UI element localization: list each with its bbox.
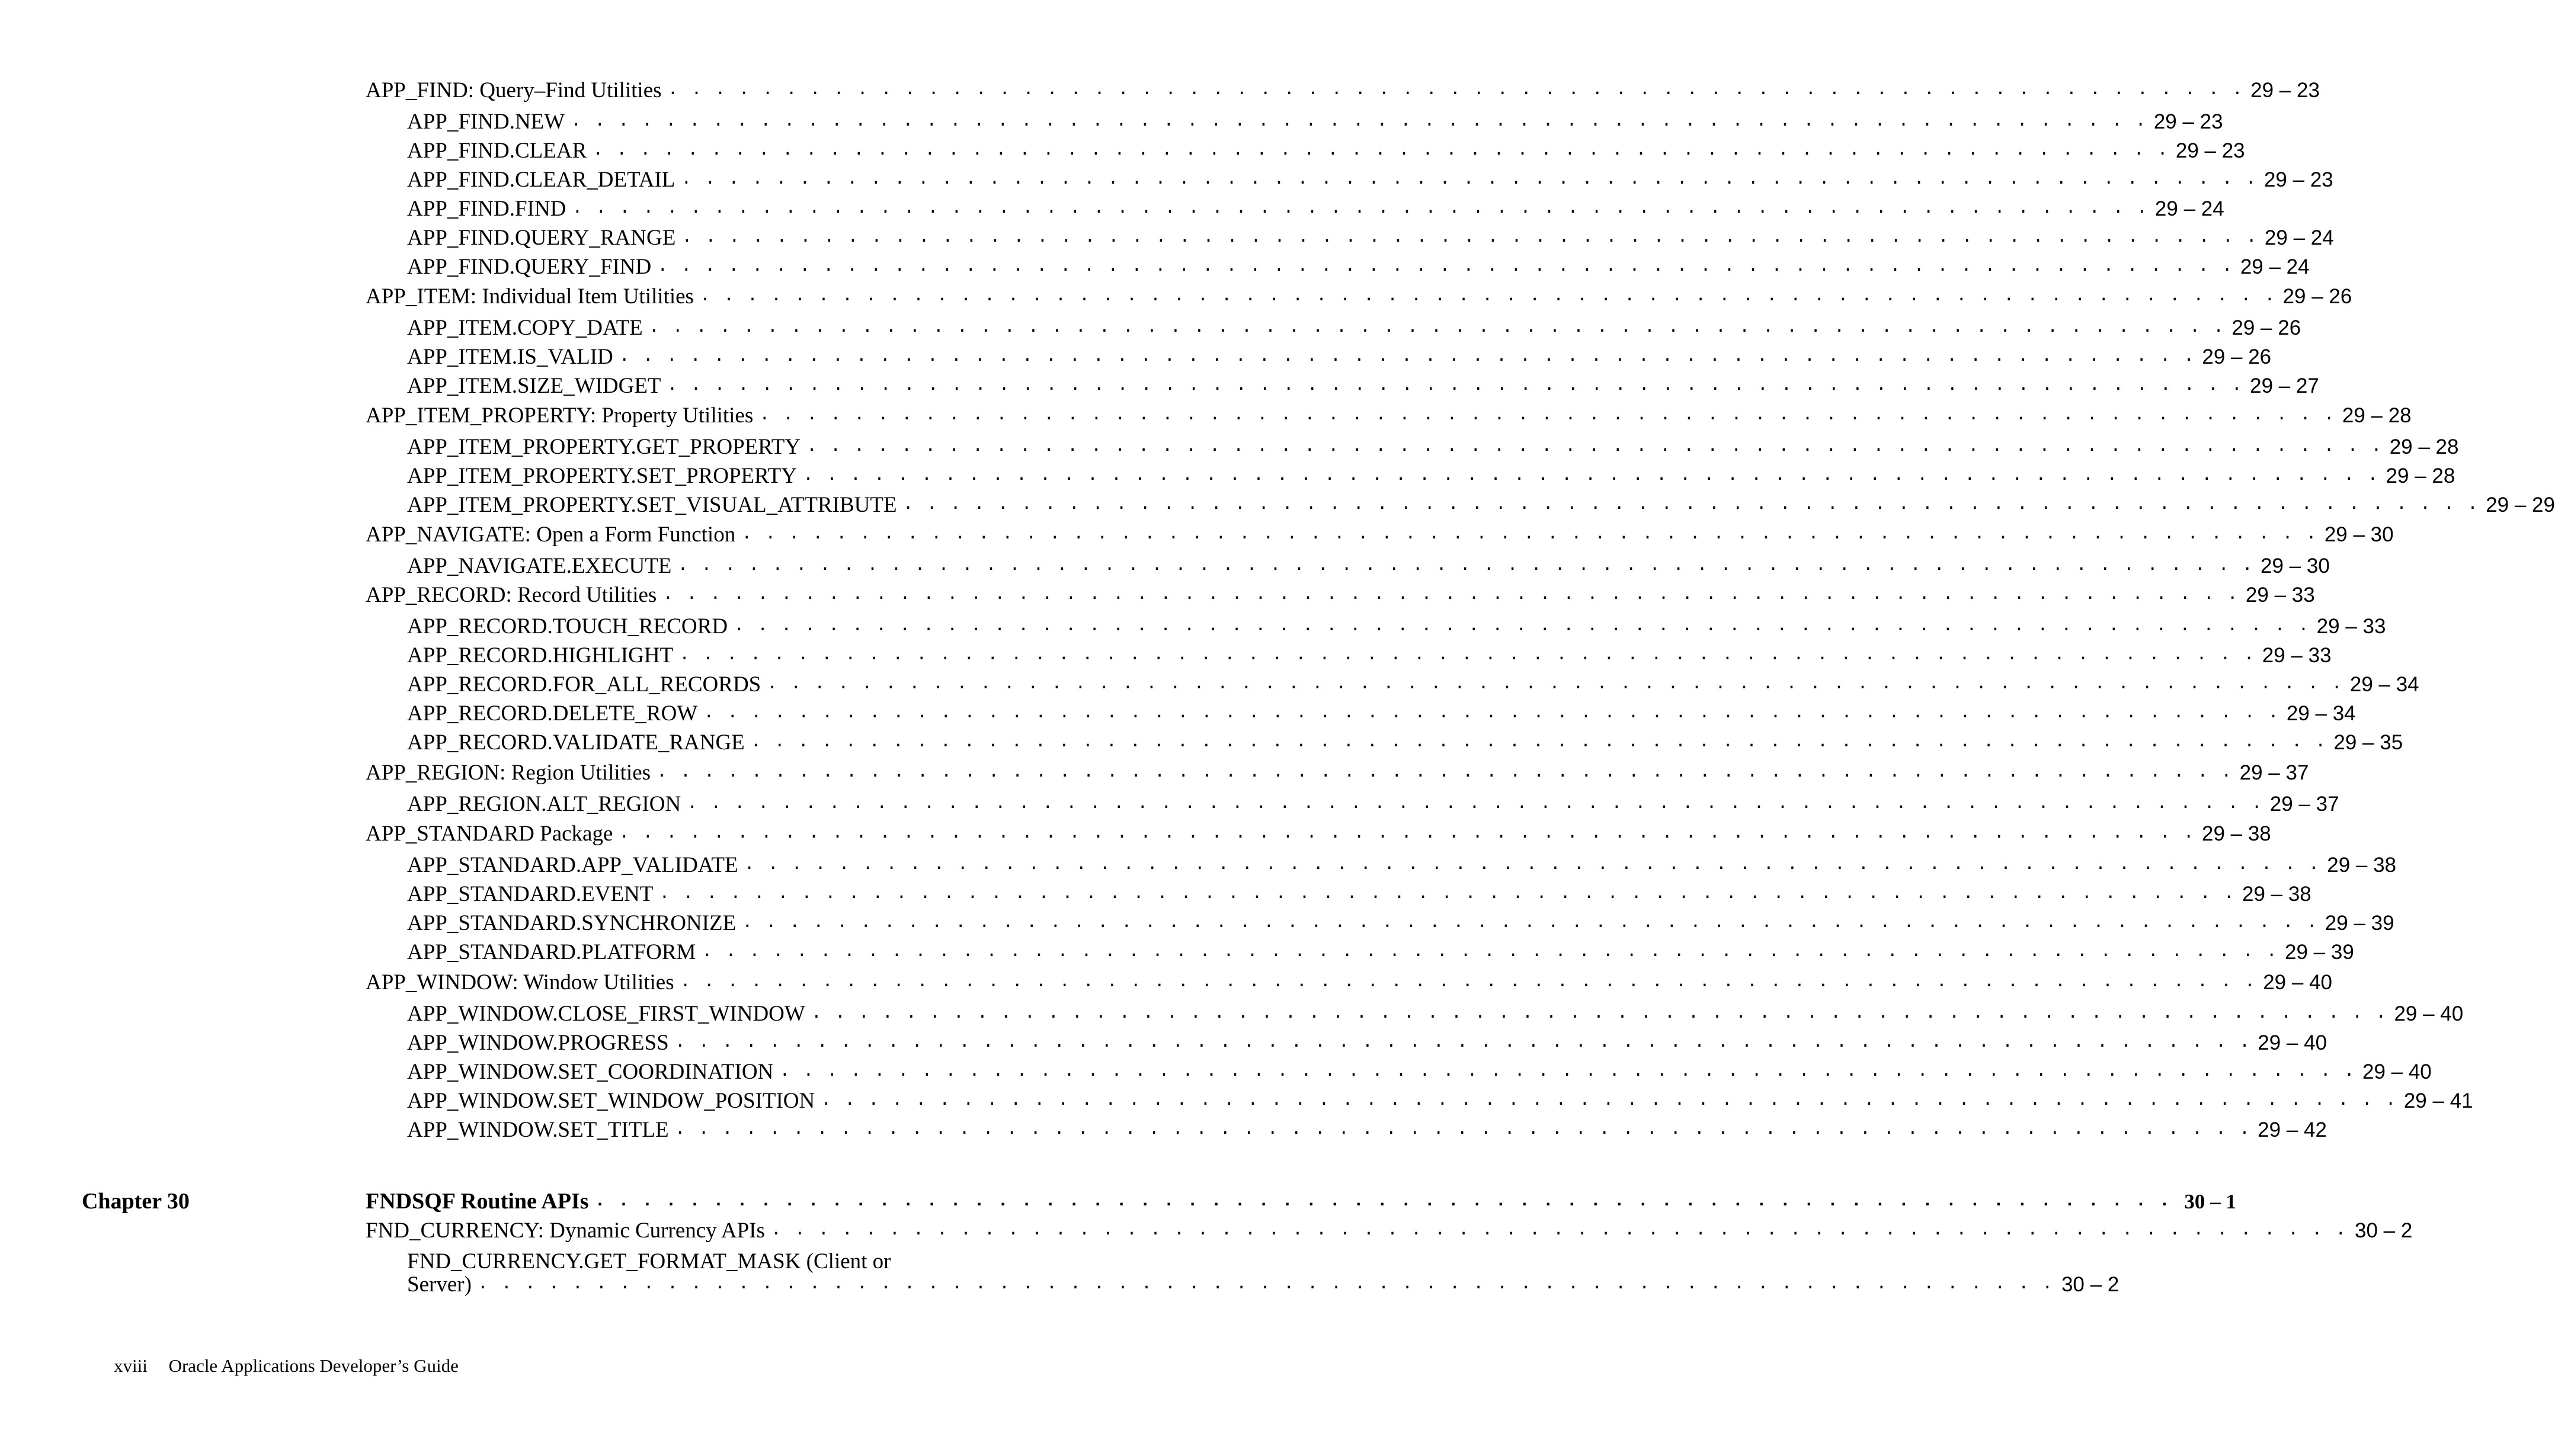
toc-entry-label: APP_ITEM.SIZE_WIDGET <box>407 374 661 398</box>
toc-entry-label: APP_RECORD.FOR_ALL_RECORDS <box>407 672 761 697</box>
toc-entry-page: 29 – 34 <box>2286 702 2356 725</box>
toc-entry-label: APP_NAVIGATE: Open a Form Function <box>366 522 736 547</box>
dot-leader: . . . . . . . . . . . . . . . . . . . . . . . . . . . . . . . . . . . . . . . . . . . . . . . . . . . . . . . . . . . . . . . . . . . <box>759 405 2336 425</box>
dot-leader: . . . . . . . . . . . . . . . . . . . . . . . . . . . . . . . . . . . . . . . . . . . . . . . . . . . . . . . . . . . . . . . . . . . <box>680 972 2256 992</box>
toc-entry <box>407 223 2334 252</box>
toc-entry-page: 29 – 40 <box>2263 971 2332 994</box>
dot-leader: . . . . . . . . . . . . . . . . . . . . . . . . . . . . . . . . . . . . . . . . . . . . . . . . . . . . . . . . . . . . . . . . . . . <box>677 556 2254 576</box>
toc-entry <box>366 76 2320 105</box>
toc-entry-page: 29 – 28 <box>2386 464 2455 488</box>
toc-entry-label: APP_ITEM: Individual Item Utilities <box>366 284 694 309</box>
toc-entry <box>407 612 2386 641</box>
dot-leader: . . . . . . . . . . . . . . . . . . . . . . . . . . . . . . . . . . . . . . . . . . . . . . . . . . . . . . . . . . . . . . . . . . . <box>659 884 2236 904</box>
toc-entry-page: 29 – 23 <box>2153 110 2223 133</box>
dot-leader: . . . . . . . . . . . . . . . . . . . . . . . . . . . . . . . . . . . . . . . . . . . . . . . . . . . . . . . . . . . . . . . . . . . <box>674 1032 2252 1053</box>
dot-leader: . . . . . . . . . . . . . . . . . . . . . . . . . . . . . . . . . . . . . . . . . . . . . . . . . . . . . . . . . . . . . . . . . . . <box>619 347 2196 367</box>
toc-entry-label: APP_FIND: Query–Find Utilities <box>366 78 662 102</box>
toc-entry-label: APP_REGION.ALT_REGION <box>407 792 681 816</box>
toc-entry-label: APP_FIND.FIND <box>407 197 566 221</box>
toc-entry-page: 29 – 39 <box>2285 941 2354 964</box>
toc-entry-label: FND_CURRENCY: Dynamic Currency APIs <box>366 1218 765 1243</box>
dot-leader: . . . . . . . . . . . . . . . . . . . . . . . . . . . . . . . . . . . . . . . . . . . . . . . . . . . . . . . . . . . . . . . . . . . <box>703 703 2280 723</box>
toc-entry <box>407 728 2403 757</box>
dot-leader: . . . . . . . . . . . . . . . . . . . . . . . . . . . . . . . . . . . . . . . . . . . . . . . . . . . . . . . . . . . . . . . . . . . <box>667 376 2243 396</box>
toc-entry <box>407 851 2397 880</box>
dot-leader: . . . . . . . . . . . . . . . . . . . . . . . . . . . . . . . . . . . . . . . . . . . . . . . . . . . . . . . . . . . . . . . . . . . <box>811 1003 2388 1024</box>
dot-leader: . . . . . . . . . . . . . . . . . . . . . . . . . . . . . . . . . . . . . . . . . . . . . . . . . . . . . . . . . . . . . . . . . . . <box>767 674 2343 694</box>
toc-entry-label: APP_FIND.QUERY_RANGE <box>407 226 676 250</box>
dot-leader: . . . . . . . . . . . . . . . . . . . . . . . . . . . . . . . . . . . . . . . . . . . . . . . . . . . . . . . . . . . . . . . . . . . <box>902 495 2479 515</box>
dot-leader: . . . . . . . . . . . . . . . . . . . . . . . . . . . . . . . . . . . . . . . . . . . . . . . . . . . . . . . . . . . . . . . . . . . <box>699 286 2277 306</box>
dot-leader: . . . . . . . . . . . . . . . . . . . . . . . . . . . . . . . . . . . . . . . . . . . . . . . . . . . . . . . . . . . . . . . . . . . <box>802 466 2380 486</box>
toc-entry-label: APP_WINDOW.SET_TITLE <box>407 1118 669 1142</box>
toc-entry <box>407 1057 2432 1086</box>
toc-entry-page: 29 – 28 <box>2342 404 2412 427</box>
toc-entry-label: APP_NAVIGATE.EXECUTE <box>407 554 672 578</box>
toc-entry <box>407 999 2464 1028</box>
toc-entry-label: APP_RECORD.VALIDATE_RANGE <box>407 730 745 755</box>
toc-entry <box>407 342 2272 371</box>
toc-entry-page: 29 – 30 <box>2261 554 2330 578</box>
chapter-heading <box>366 1187 2236 1216</box>
dot-leader: . . . . . . . . . . . . . . . . . . . . . . . . . . . . . . . . . . . . . . . . . . . . . . . . . . . . . . . . . . . . . . . . . . . <box>806 437 2383 457</box>
toc-entry-page: 29 – 33 <box>2245 583 2315 607</box>
dot-leader: . . . . . . . . . . . . . . . . . . . . . . . . . . . . . . . . . . . . . . . . . . . . . . . . . . . . . . . . . . . . . . . . . . . <box>744 855 2321 875</box>
toc-entry <box>407 670 2419 699</box>
dot-leader: . . . . . . . . . . . . . . . . . . . . . . . . . . . . . . . . . . . . . . . . . . . . . . . . . . . . . . . . . . . . . . . . . . . <box>657 762 2233 782</box>
toc-entry-label: APP_WINDOW.PROGRESS <box>407 1031 669 1055</box>
toc-entry-page: 29 – 41 <box>2403 1089 2473 1112</box>
toc-entry <box>407 461 2455 490</box>
dot-leader: . . . . . . . . . . . . . . . . . . . . . . . . . . . . . . . . . . . . . . . . . . . . . . . . . . . . . . . . . . . . . . . . . . . <box>734 616 2310 636</box>
dot-leader: . . . . . . . . . . . . . . . . . . . . . . . . . . . . . . . . . . . . . . . . . . . . . . . . . . . . . . . . . . . . . . . . . . . <box>477 1274 2054 1294</box>
toc-entry-page: 29 – 39 <box>2325 912 2394 935</box>
toc-entry <box>407 909 2394 938</box>
toc-entry <box>407 165 2333 194</box>
toc-entry <box>366 282 2352 311</box>
dot-leader: . . . . . . . . . . . . . . . . . . . . . . . . . . . . . . . . . . . . . . . . . . . . . . . . . . . . . . . . . . . . . . . . . . . <box>619 823 2195 844</box>
dot-leader: . . . . . . . . . . . . . . . . . . . . . . . . . . . . . . . . . . . . . . . . . . . . . . . . . . . . . . . . . . . . . . . . . . . <box>679 645 2256 665</box>
toc-entry <box>366 1216 2413 1245</box>
toc-entry-label: APP_WINDOW.CLOSE_FIRST_WINDOW <box>407 1002 805 1026</box>
toc-entry <box>407 107 2223 136</box>
dot-leader: . . . . . . . . . . . . . . . . . . . . . . . . . . . . . . . . . . . . . . . . . . . . . . . . . . . . . . . . . . . . . . . . . . . <box>593 140 2169 161</box>
toc-entry <box>407 699 2356 728</box>
toc-entry-label: APP_ITEM_PROPERTY.GET_PROPERTY <box>407 435 801 459</box>
dot-leader: . . . . . . . . . . . . . . . . . . . . . . . . . . . . . . . . . . . . . . . . . . . . . . . . . . . . . . . . . . . . . . . . . . . <box>571 111 2147 132</box>
toc-entry <box>366 819 2271 848</box>
toc-entry-label: APP_RECORD: Record Utilities <box>366 583 657 607</box>
toc-entry-page: 29 – 24 <box>2154 197 2224 220</box>
toc-entry-label: FND_CURRENCY.GET_FORMAT_MASK (Client or <box>407 1249 891 1274</box>
dot-leader: . . . . . . . . . . . . . . . . . . . . . . . . . . . . . . . . . . . . . . . . . . . . . . . . . . . . . . . . . . . . . . . . . . . <box>648 318 2226 338</box>
dot-leader: . . . . . . . . . . . . . . . . . . . . . . . . . . . . . . . . . . . . . . . . . . . . . . . . . . . . . . . . . . . . . . . . . . . <box>687 794 2263 814</box>
toc-entry-page: 30 – 2 <box>2061 1273 2119 1296</box>
toc-entry-label: APP_RECORD.DELETE_ROW <box>407 701 698 726</box>
toc-entry-page: 29 – 40 <box>2258 1031 2327 1054</box>
toc-entry <box>366 581 2315 610</box>
toc-entry-label: APP_STANDARD.APP_VALIDATE <box>407 853 738 877</box>
toc-entry <box>407 432 2459 461</box>
toc-entry <box>366 401 2412 430</box>
toc-entry-label: APP_STANDARD.EVENT <box>407 882 654 906</box>
page-footer <box>114 1354 459 1378</box>
toc-entry <box>407 938 2354 967</box>
toc-entry-label: APP_RECORD.TOUCH_RECORD <box>407 614 728 639</box>
toc-entry-page: 29 – 37 <box>2269 793 2339 816</box>
dot-leader: . . . . . . . . . . . . . . . . . . . . . . . . . . . . . . . . . . . . . . . . . . . . . . . . . . . . . . . . . . . . . . . . . . . <box>657 256 2234 277</box>
toc-entry <box>407 194 2224 223</box>
toc-entry-page: 29 – 26 <box>2282 285 2352 308</box>
toc-entry-label: APP_RECORD.HIGHLIGHT <box>407 643 674 668</box>
toc-entry-label: APP_ITEM.IS_VALID <box>407 345 613 369</box>
toc-entry-page: 29 – 33 <box>2316 615 2386 638</box>
toc-entry-page: 29 – 42 <box>2258 1118 2327 1141</box>
toc-entry-page: 30 – 1 <box>2184 1190 2236 1213</box>
toc-entry-label: APP_ITEM_PROPERTY.SET_PROPERTY <box>407 464 797 488</box>
toc-entry <box>407 1270 2119 1299</box>
toc-entry-page: 29 – 29 <box>2486 493 2555 517</box>
dot-leader: . . . . . . . . . . . . . . . . . . . . . . . . . . . . . . . . . . . . . . . . . . . . . . . . . . . . . . . . . . . . . . . . . . . <box>702 942 2278 962</box>
dot-leader: . . . . . . . . . . . . . . . . . . . . . . . . . . . . . . . . . . . . . . . . . . . . . . . . . . . . . . . . . . . . . . . . . . . <box>572 198 2149 219</box>
toc-entry <box>407 1115 2327 1144</box>
toc-entry-page: 29 – 40 <box>2394 1002 2464 1025</box>
toc-entry <box>407 790 2339 819</box>
toc-entry-page: 29 – 28 <box>2389 435 2459 458</box>
dot-leader: . . . . . . . . . . . . . . . . . . . . . . . . . . . . . . . . . . . . . . . . . . . . . . . . . . . . . . . . . . . . . . . . . . . <box>594 1191 2171 1211</box>
toc-entry-page: 29 – 33 <box>2262 644 2332 667</box>
toc-entry-label: APP_ITEM_PROPERTY: Property Utilities <box>366 403 754 428</box>
toc-entry-page: 29 – 23 <box>2250 79 2320 102</box>
toc-entry-label: APP_STANDARD.SYNCHRONIZE <box>407 911 737 935</box>
toc-entry-label: APP_WINDOW.SET_COORDINATION <box>407 1060 774 1084</box>
toc-entry <box>407 880 2311 909</box>
toc-entry-label: APP_REGION: Region Utilities <box>366 761 651 785</box>
toc-entry-label: APP_FIND.CLEAR <box>407 139 587 163</box>
footer-page-number: xviii <box>114 1355 148 1376</box>
toc-entry-page: 29 – 38 <box>2202 822 2271 845</box>
toc-entry <box>366 758 2309 787</box>
dot-leader: . . . . . . . . . . . . . . . . . . . . . . . . . . . . . . . . . . . . . . . . . . . . . . . . . . . . . . . . . . . . . . . . . . . <box>742 913 2319 933</box>
toc-entry-label: APP_WINDOW: Window Utilities <box>366 970 674 995</box>
toc-entry-page: 29 – 26 <box>2231 316 2301 339</box>
toc-entry <box>407 252 2310 281</box>
toc-entry-label: APP_ITEM_PROPERTY.SET_VISUAL_ATTRIBUTE <box>407 493 897 517</box>
dot-leader: . . . . . . . . . . . . . . . . . . . . . . . . . . . . . . . . . . . . . . . . . . . . . . . . . . . . . . . . . . . . . . . . . . . <box>821 1091 2397 1111</box>
dot-leader: . . . . . . . . . . . . . . . . . . . . . . . . . . . . . . . . . . . . . . . . . . . . . . . . . . . . . . . . . . . . . . . . . . . <box>750 732 2327 752</box>
toc-entry-page: 29 – 23 <box>2175 139 2245 162</box>
toc-entry-page: 29 – 35 <box>2333 731 2403 754</box>
toc-entry-page: 29 – 30 <box>2324 523 2394 546</box>
toc-entry <box>407 136 2245 165</box>
footer-book-title: Oracle Applications Developer’s Guide <box>168 1355 459 1376</box>
toc-entry <box>407 1028 2327 1057</box>
toc-entry-label: APP_FIND.QUERY_FIND <box>407 255 652 279</box>
dot-leader: . . . . . . . . . . . . . . . . . . . . . . . . . . . . . . . . . . . . . . . . . . . . . . . . . . . . . . . . . . . . . . . . . . . <box>770 1220 2348 1240</box>
dot-leader: . . . . . . . . . . . . . . . . . . . . . . . . . . . . . . . . . . . . . . . . . . . . . . . . . . . . . . . . . . . . . . . . . . . <box>681 169 2258 190</box>
toc-entry <box>366 520 2394 549</box>
toc-entry-page: 29 – 27 <box>2250 374 2319 397</box>
dot-leader: . . . . . . . . . . . . . . . . . . . . . . . . . . . . . . . . . . . . . . . . . . . . . . . . . . . . . . . . . . . . . . . . . . . <box>667 80 2244 100</box>
dot-leader: . . . . . . . . . . . . . . . . . . . . . . . . . . . . . . . . . . . . . . . . . . . . . . . . . . . . . . . . . . . . . . . . . . . <box>662 585 2239 605</box>
toc-entry <box>366 968 2332 997</box>
toc-entry-label: APP_FIND.NEW <box>407 110 565 134</box>
toc-entry <box>407 641 2332 670</box>
toc-entry-label: APP_ITEM.COPY_DATE <box>407 316 643 340</box>
chapter-label: Chapter 30 <box>82 1189 190 1214</box>
toc-entry-label: APP_WINDOW.SET_WINDOW_POSITION <box>407 1089 815 1113</box>
dot-leader: . . . . . . . . . . . . . . . . . . . . . . . . . . . . . . . . . . . . . . . . . . . . . . . . . . . . . . . . . . . . . . . . . . . <box>741 524 2318 544</box>
toc-entry-page: 29 – 38 <box>2242 883 2311 906</box>
toc-entry-page: 29 – 24 <box>2264 226 2334 249</box>
toc-entry-label: APP_STANDARD.PLATFORM <box>407 940 696 964</box>
dot-leader: . . . . . . . . . . . . . . . . . . . . . . . . . . . . . . . . . . . . . . . . . . . . . . . . . . . . . . . . . . . . . . . . . . . <box>681 227 2258 248</box>
toc-entry-page: 29 – 38 <box>2327 854 2397 877</box>
toc-entry <box>407 313 2301 342</box>
toc-entry-page: 29 – 34 <box>2349 673 2419 696</box>
toc-entry-label: FNDSQF Routine APIs <box>366 1189 589 1214</box>
toc-entry <box>407 1086 2473 1115</box>
toc-entry-page: 29 – 23 <box>2263 168 2333 191</box>
toc-entry-page: 30 – 2 <box>2354 1219 2413 1242</box>
toc-entry <box>407 371 2319 400</box>
toc-entry-page: 29 – 40 <box>2362 1060 2432 1083</box>
toc-entry-page: 29 – 37 <box>2239 761 2309 784</box>
toc-entry <box>407 490 2555 519</box>
dot-leader: . . . . . . . . . . . . . . . . . . . . . . . . . . . . . . . . . . . . . . . . . . . . . . . . . . . . . . . . . . . . . . . . . . . <box>779 1061 2356 1082</box>
dot-leader: . . . . . . . . . . . . . . . . . . . . . . . . . . . . . . . . . . . . . . . . . . . . . . . . . . . . . . . . . . . . . . . . . . . <box>674 1120 2251 1140</box>
toc-entry-label: APP_STANDARD Package <box>366 822 613 846</box>
toc-entry-page: 29 – 24 <box>2240 255 2310 278</box>
toc-entry-page: 29 – 26 <box>2202 345 2272 368</box>
toc-entry-label: Server) <box>407 1272 472 1297</box>
toc-entry-label: APP_FIND.CLEAR_DETAIL <box>407 168 675 192</box>
toc-entry <box>407 551 2330 581</box>
